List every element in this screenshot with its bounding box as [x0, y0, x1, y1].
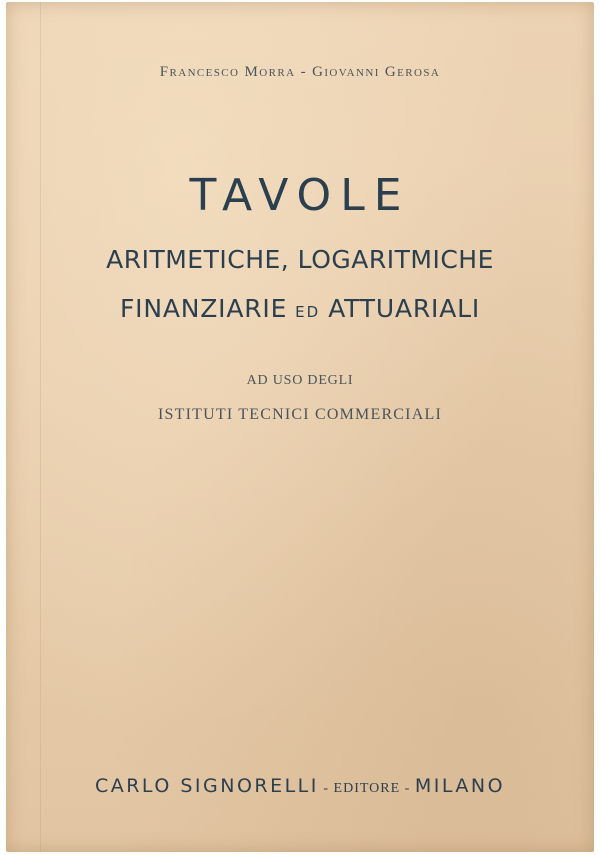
cover-fold-line — [40, 2, 41, 852]
subtitle-line-2 — [6, 294, 594, 323]
subtitle-line-1: ARITMETICHE, LOGARITMICHE — [106, 245, 494, 274]
subtitle-actuarial: ATTUARIALI — [328, 294, 481, 323]
book-cover — [6, 2, 594, 852]
authors: Francesco Morra - Giovanni Gerosa — [159, 64, 441, 80]
usage-line-1: AD USO DEGLI — [246, 373, 354, 388]
publisher-line — [6, 775, 594, 797]
publisher-name: CARLO SIGNORELLI — [94, 775, 319, 797]
publisher-separator-2: - — [400, 781, 415, 796]
subtitle-conjunction: ED — [295, 303, 321, 321]
subtitle-financial: FINANZIARIE — [119, 294, 288, 323]
publisher-separator-1: - — [318, 781, 334, 796]
publisher-city: MILANO — [414, 775, 506, 797]
usage-line-2: ISTITUTI TECNICI COMMERCIALI — [158, 406, 442, 423]
book-title: TAVOLE — [189, 170, 411, 221]
publisher-role: EDITORE — [333, 781, 401, 796]
